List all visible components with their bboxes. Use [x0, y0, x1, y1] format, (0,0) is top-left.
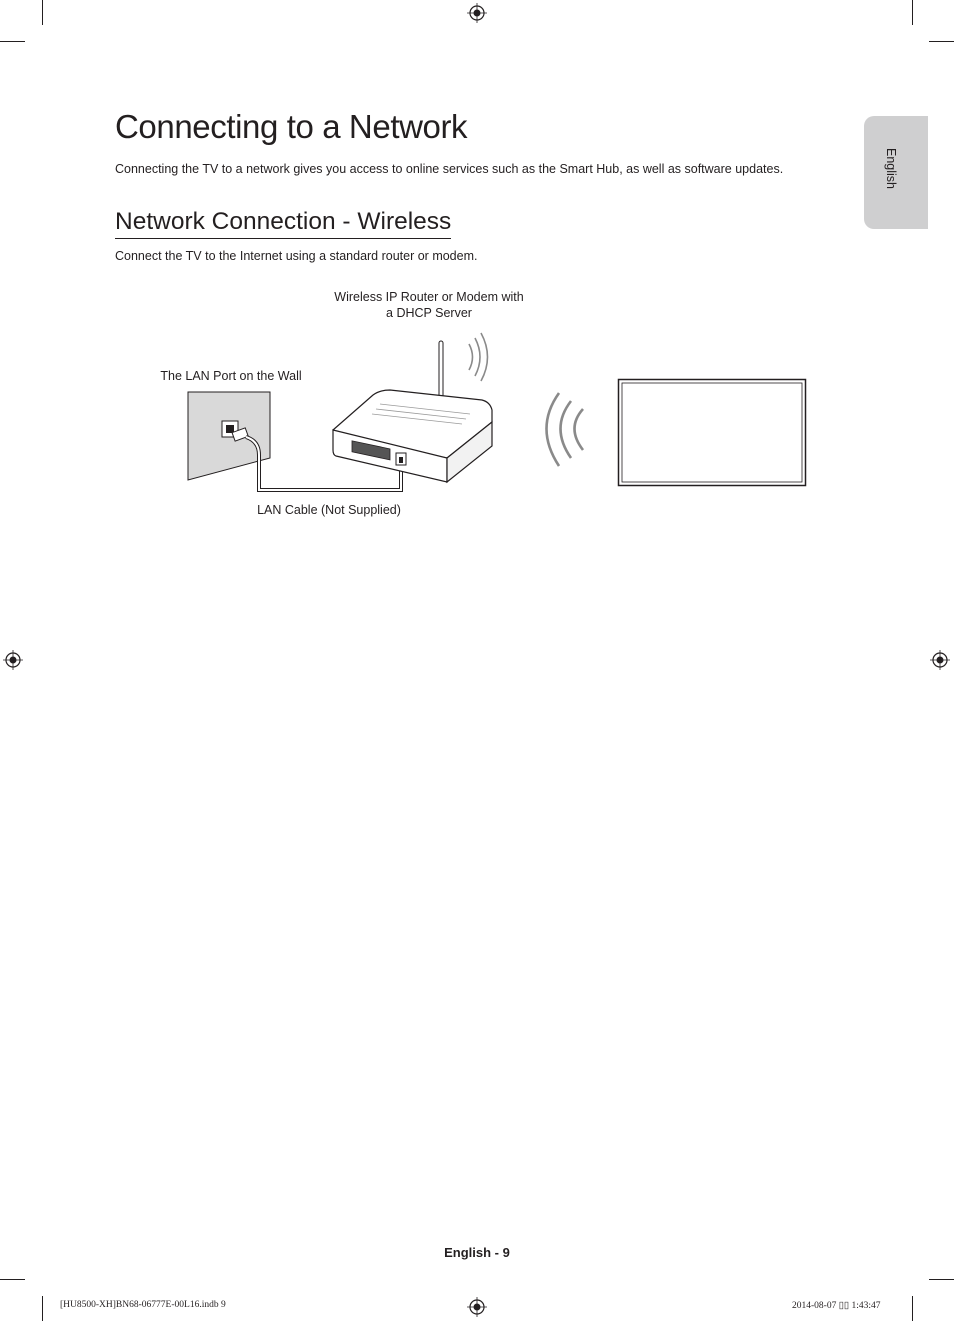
lan-cable-label: LAN Cable (Not Supplied)	[257, 503, 401, 517]
registration-mark-icon	[930, 650, 950, 670]
router-label-line1: Wireless IP Router or Modem with	[334, 290, 524, 304]
print-timestamp: 2014-08-07 ▯▯ 1:43:47	[792, 1301, 881, 1311]
registration-mark-icon	[3, 650, 23, 670]
crop-mark	[912, 1296, 913, 1321]
registration-mark-icon	[467, 1297, 487, 1317]
wall-port-label: The LAN Port on the Wall	[160, 369, 302, 383]
crop-mark	[42, 1296, 43, 1321]
crop-mark	[0, 1279, 25, 1280]
file-slug: [HU8500-XH]BN68-06777E-00L16.indb 9	[60, 1300, 226, 1310]
wireless-router-icon	[333, 343, 492, 482]
network-diagram	[0, 0, 954, 540]
page-number: English - 9	[444, 1245, 510, 1260]
tv-icon	[619, 380, 806, 486]
crop-mark	[929, 1279, 954, 1280]
section-title: Network Connection - Wireless	[115, 207, 451, 239]
router-label-line2: a DHCP Server	[386, 306, 472, 320]
page-title: Connecting to a Network	[115, 108, 468, 145]
wifi-waves-icon	[547, 393, 584, 466]
router-label	[329, 289, 529, 321]
language-side-tab-label: English	[884, 148, 898, 189]
wifi-waves-icon	[469, 333, 488, 381]
intro-paragraph: Connecting the TV to a network gives you access to online services such as the Smart Hub, as well as software updates.	[115, 162, 784, 176]
section-intro-paragraph: Connect the TV to the Internet using a standard router or modem.	[115, 249, 478, 263]
